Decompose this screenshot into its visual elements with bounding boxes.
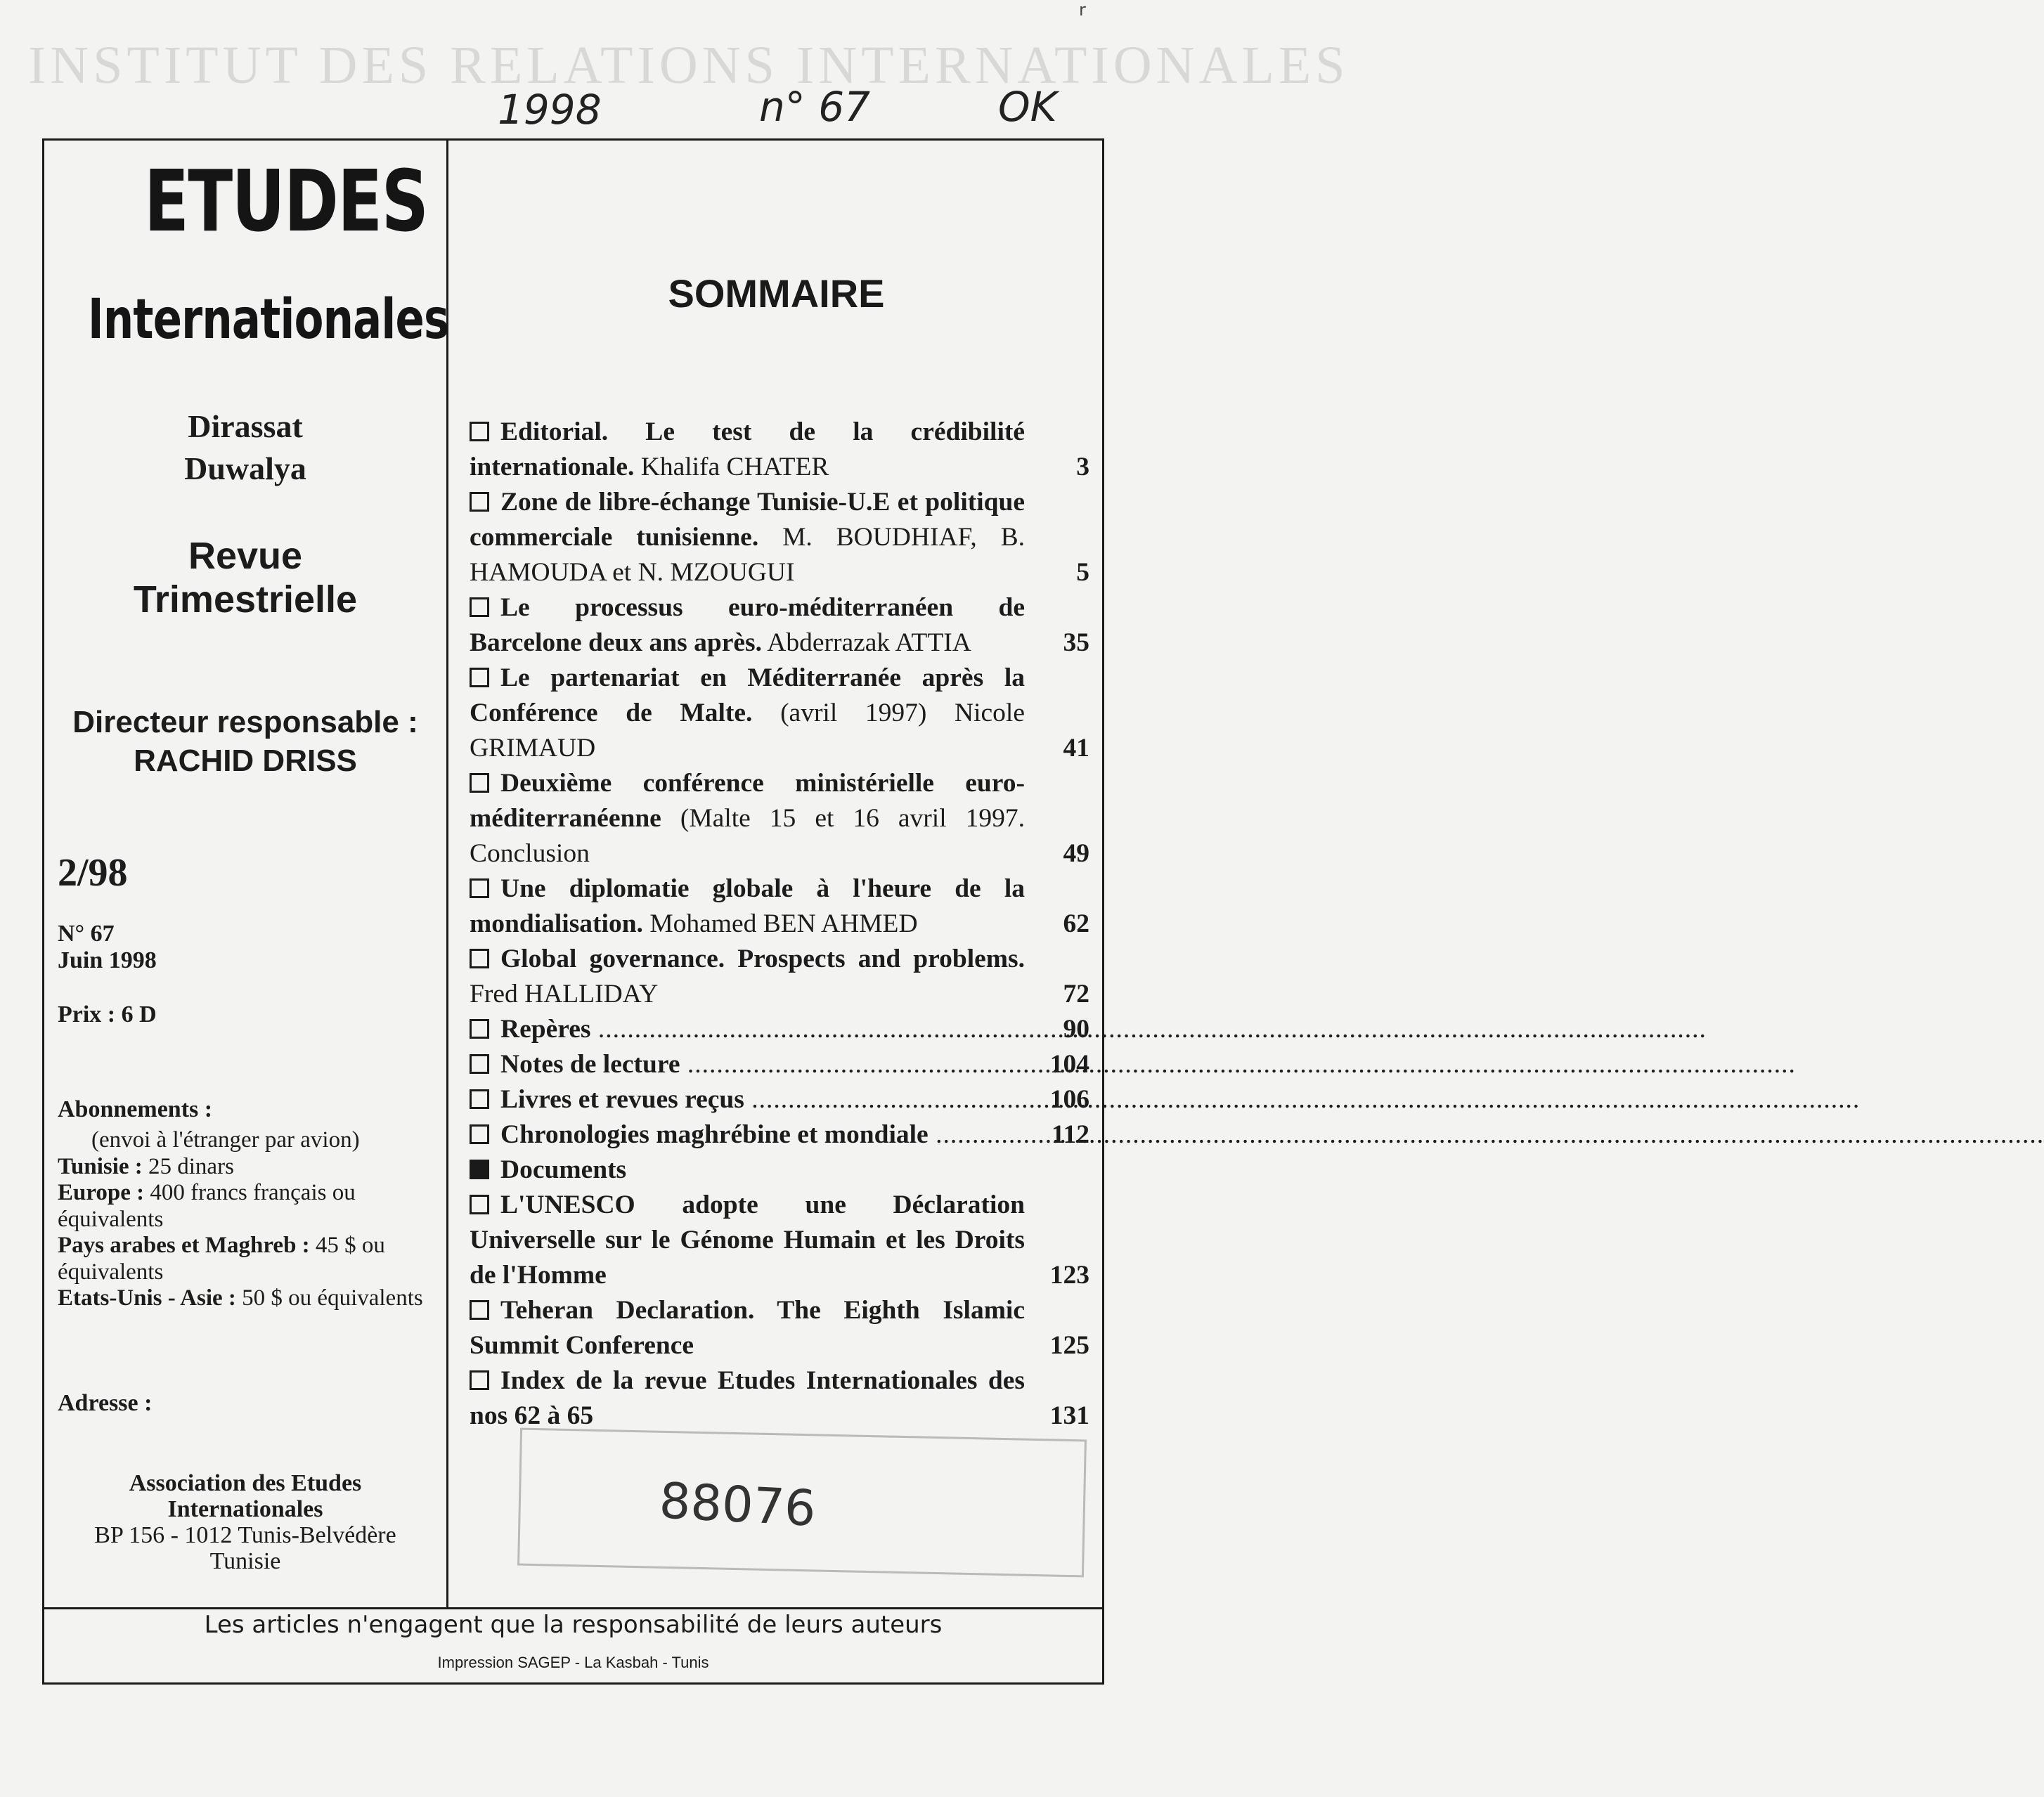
checkbox-bullet-icon	[470, 878, 489, 898]
checkbox-bullet-icon	[470, 1124, 489, 1144]
subscription-item: Europe : 400 francs français ou équivalents	[58, 1180, 356, 1232]
handwritten-ok: OK	[998, 83, 1057, 131]
checkbox-bullet-icon	[470, 773, 489, 793]
subscription-item: Etats-Unis - Asie : 50 $ ou équivalents	[58, 1285, 423, 1311]
toc-entry: Deuxième conférence ministérielle euro-méditerranéenne (Malte 15 et 16 avril 1997. Conclusion 49	[470, 766, 1089, 871]
subscriptions-heading: Abonnements :	[58, 1096, 213, 1122]
subscriptions-list	[58, 1127, 437, 1312]
toc-entry: Chronologies maghrébine et mondiale ..... 112	[470, 1117, 1089, 1153]
subscription-item: Pays arabes et Maghreb : 45 $ ou équivalents	[58, 1233, 385, 1285]
toc-entry: Zone de libre-échange Tunisie-U.E et politique commerciale tunisienne. M. BOUDHIAF, B. HAMOUDA et N. MZOUGUI 5	[470, 485, 1089, 590]
toc-page: 90	[1063, 1015, 1089, 1044]
checkbox-bullet-icon	[470, 492, 489, 512]
director-label: Directeur responsable :	[72, 705, 418, 739]
footer-divider	[42, 1607, 1104, 1609]
handwritten-number: n° 67	[759, 83, 870, 131]
address-heading: Adresse :	[58, 1390, 153, 1416]
checkbox-bullet-icon	[470, 1054, 489, 1074]
toc-entry: Repères ..... 90	[470, 1012, 1089, 1047]
address-street: BP 156 - 1012 Tunis-Belvédère	[94, 1522, 396, 1548]
toc-page: 41	[1063, 734, 1089, 763]
table-of-contents	[470, 415, 1089, 1434]
issue-code: 2/98	[58, 851, 128, 895]
toc-entry: Index de la revue Etudes Internationales des nos 62 à 65 131	[470, 1363, 1089, 1434]
address-org-line2: Internationales	[167, 1496, 323, 1522]
issue-price: Prix : 6 D	[58, 1001, 157, 1027]
toc-entry: Editorial. Le test de la crédibilité internationale. Khalifa CHATER 3	[470, 415, 1089, 485]
toc-page: 62	[1063, 909, 1089, 938]
arabic-title-line2: Duwalya	[184, 450, 306, 486]
toc-page: 125	[1049, 1331, 1089, 1360]
toc-page: 123	[1049, 1261, 1089, 1290]
arabic-title-line1: Dirassat	[188, 408, 303, 444]
periodicity-line1: Revue	[188, 535, 303, 577]
checkbox-bullet-icon	[470, 949, 489, 968]
toc-page: 131	[1049, 1401, 1089, 1430]
filled-square-icon	[470, 1160, 489, 1179]
issue-date: Juin 1998	[58, 947, 157, 973]
masthead-etudes: ETUDES	[144, 153, 428, 251]
checkbox-bullet-icon	[470, 1370, 489, 1390]
checkbox-bullet-icon	[470, 1089, 489, 1109]
checkbox-bullet-icon	[470, 668, 489, 687]
toc-page: 112	[1051, 1120, 1089, 1149]
footer-disclaimer: Les articles n'engagent que la responsabilité de leurs auteurs	[204, 1611, 943, 1639]
masthead-internationales: Internationales	[88, 288, 449, 351]
checkbox-bullet-icon	[470, 422, 489, 441]
subscription-item: Tunisie : 25 dinars	[58, 1153, 234, 1179]
toc-page: 35	[1063, 628, 1089, 657]
toc-page: 106	[1049, 1085, 1089, 1114]
toc-entry: Global governance. Prospects and problems. Fred HALLIDAY 72	[470, 942, 1089, 1012]
toc-entry: Une diplomatie globale à l'heure de la mondialisation. Mohamed BEN AHMED 62	[470, 871, 1089, 942]
address-org-line1: Association des Etudes	[129, 1470, 362, 1496]
address-block	[42, 1470, 448, 1574]
address-country: Tunisie	[209, 1548, 281, 1574]
toc-page: 104	[1049, 1050, 1089, 1079]
toc-entry: Le partenariat en Méditerranée après la Conférence de Malte. (avril 1997) Nicole GRIMAUD 41	[470, 661, 1089, 766]
toc-page: 72	[1063, 980, 1089, 1008]
toc-page: 49	[1063, 839, 1089, 868]
subscriptions-note: (envoi à l'étranger par avion)	[91, 1127, 360, 1153]
stamp-number: 88076	[658, 1472, 817, 1538]
checkbox-bullet-icon	[470, 1019, 489, 1039]
director-name: RACHID DRISS	[134, 744, 357, 778]
toc-entry: Teheran Declaration. The Eighth Islamic Summit Conference 125	[470, 1293, 1089, 1363]
toc-entry: Livres et revues reçus ..... 106	[470, 1082, 1089, 1117]
toc-page: 3	[1076, 453, 1089, 481]
toc-page: 5	[1076, 558, 1089, 587]
toc-entry: L'UNESCO adopte une Déclaration Universelle sur le Génome Humain et les Droits de l'Homme 123	[470, 1188, 1089, 1293]
corner-mark: r	[1079, 0, 1086, 20]
checkbox-bullet-icon	[470, 1195, 489, 1214]
footer-printer: Impression SAGEP - La Kasbah - Tunis	[437, 1654, 709, 1671]
sommaire-title: SOMMAIRE	[668, 271, 885, 316]
toc-documents-heading: Documents	[470, 1153, 1089, 1188]
checkbox-bullet-icon	[470, 597, 489, 617]
handwritten-year: 1998	[498, 86, 602, 134]
toc-entry: Notes de lecture ..... 104	[470, 1047, 1089, 1082]
periodicity-line2: Trimestrielle	[133, 578, 358, 621]
issue-number: N° 67	[58, 921, 115, 947]
checkbox-bullet-icon	[470, 1300, 489, 1320]
bleed-through-text: INSTITUT DES RELATIONS INTERNATIONALES	[28, 36, 1350, 95]
toc-entry: Le processus euro-méditerranéen de Barcelone deux ans après. Abderrazak ATTIA 35	[470, 590, 1089, 661]
